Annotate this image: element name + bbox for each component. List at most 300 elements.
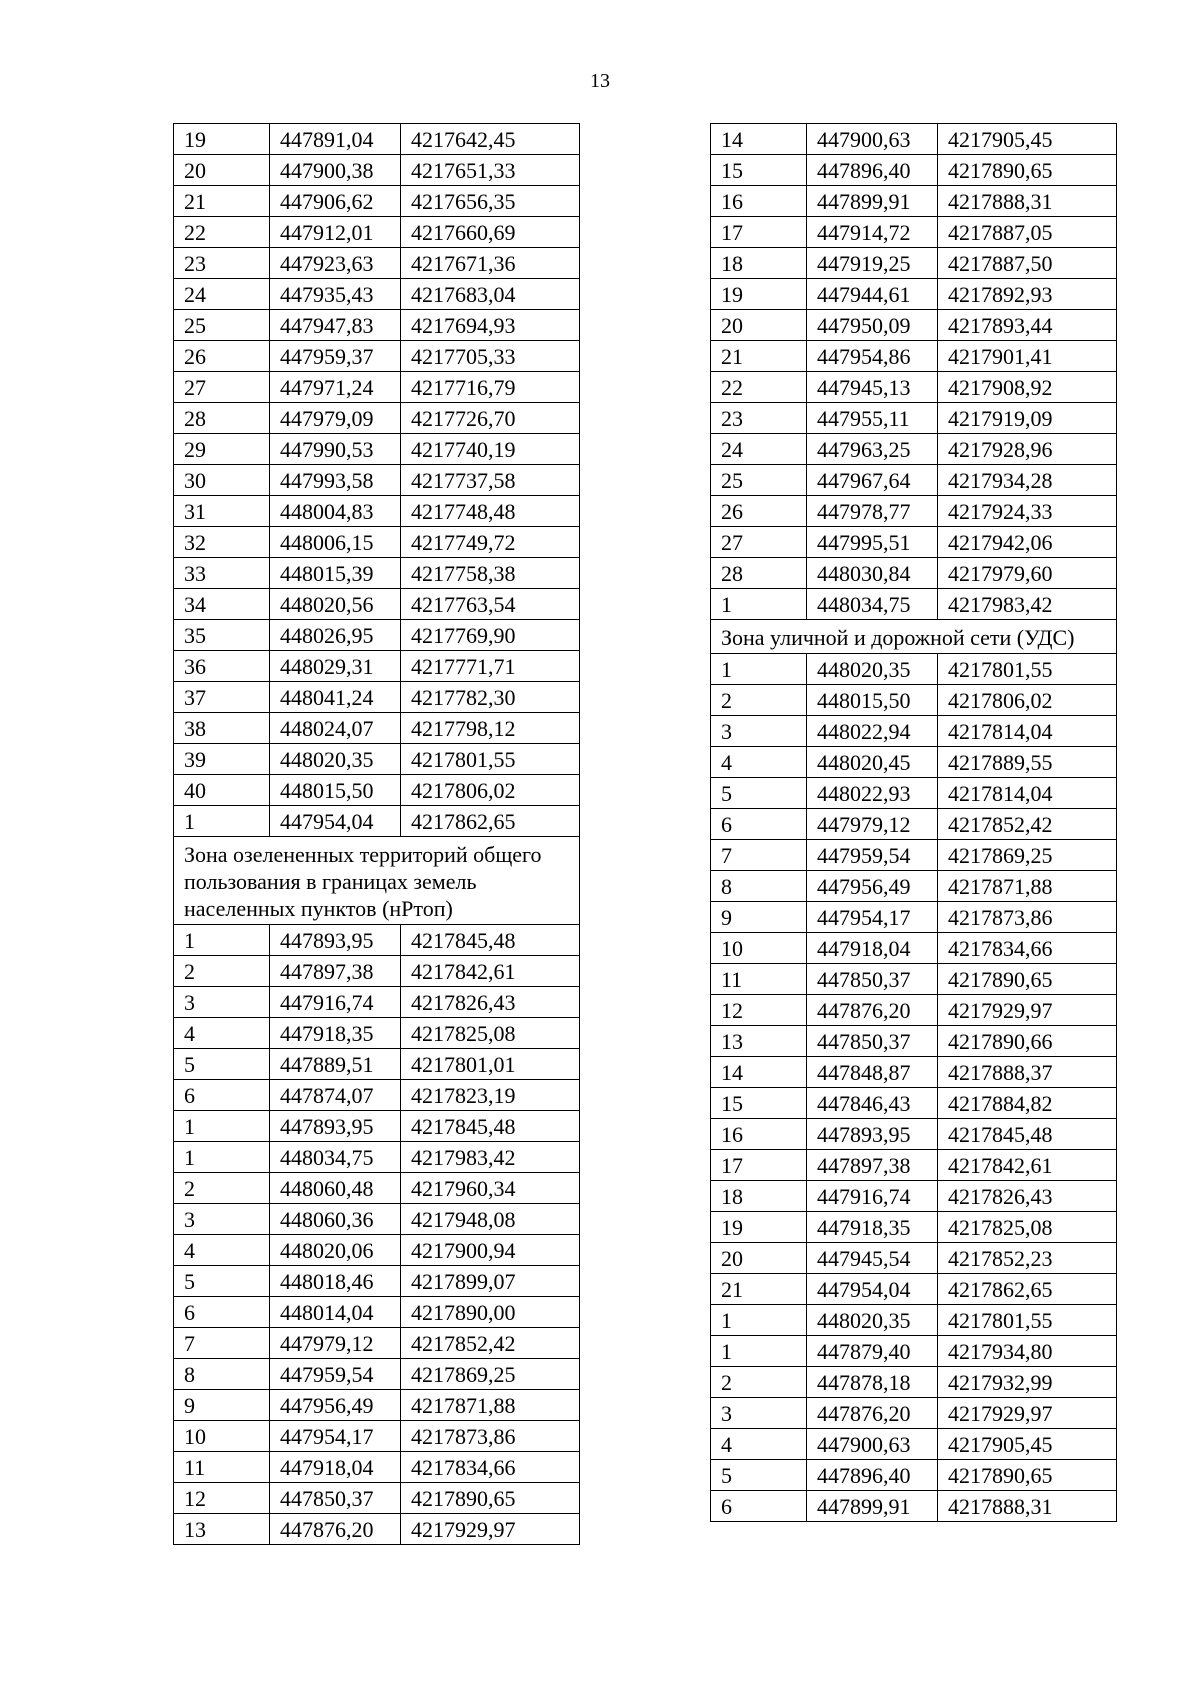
table-row bbox=[711, 1305, 1117, 1336]
y-coordinate-cell: 4217890,66 bbox=[938, 1026, 1117, 1057]
x-coordinate-cell: 447889,51 bbox=[270, 1049, 401, 1080]
y-coordinate-cell: 4217873,86 bbox=[401, 1421, 580, 1452]
point-number-cell: 18 bbox=[711, 1181, 807, 1212]
y-coordinate-cell: 4217900,94 bbox=[401, 1235, 580, 1266]
point-number-cell: 2 bbox=[174, 956, 270, 987]
y-coordinate-cell: 4217929,97 bbox=[938, 995, 1117, 1026]
point-number-cell: 5 bbox=[174, 1049, 270, 1080]
point-number-cell: 25 bbox=[174, 310, 270, 341]
point-number-cell: 1 bbox=[174, 806, 270, 837]
point-number-cell: 17 bbox=[711, 1150, 807, 1181]
y-coordinate-cell: 4217862,65 bbox=[938, 1274, 1117, 1305]
point-number-cell: 8 bbox=[711, 871, 807, 902]
x-coordinate-cell: 447959,37 bbox=[270, 341, 401, 372]
y-coordinate-cell: 4217740,19 bbox=[401, 434, 580, 465]
x-coordinate-cell: 447850,37 bbox=[807, 964, 938, 995]
y-coordinate-cell: 4217842,61 bbox=[401, 956, 580, 987]
point-number-cell: 1 bbox=[174, 1111, 270, 1142]
x-coordinate-cell: 447979,12 bbox=[270, 1328, 401, 1359]
x-coordinate-cell: 447918,35 bbox=[270, 1018, 401, 1049]
x-coordinate-cell: 448015,39 bbox=[270, 558, 401, 589]
x-coordinate-cell: 448034,75 bbox=[270, 1142, 401, 1173]
x-coordinate-cell: 447876,20 bbox=[807, 995, 938, 1026]
table-row bbox=[711, 279, 1117, 310]
y-coordinate-cell: 4217979,60 bbox=[938, 558, 1117, 589]
y-coordinate-cell: 4217771,71 bbox=[401, 651, 580, 682]
table-row bbox=[174, 775, 580, 806]
point-number-cell: 4 bbox=[174, 1018, 270, 1049]
point-number-cell: 9 bbox=[174, 1390, 270, 1421]
x-coordinate-cell: 447954,17 bbox=[807, 902, 938, 933]
x-coordinate-cell: 447876,20 bbox=[270, 1514, 401, 1545]
table-row bbox=[711, 1274, 1117, 1305]
y-coordinate-cell: 4217871,88 bbox=[938, 871, 1117, 902]
point-number-cell: 26 bbox=[174, 341, 270, 372]
point-number-cell: 34 bbox=[174, 589, 270, 620]
x-coordinate-cell: 447906,62 bbox=[270, 186, 401, 217]
x-coordinate-cell: 448029,31 bbox=[270, 651, 401, 682]
x-coordinate-cell: 447848,87 bbox=[807, 1057, 938, 1088]
x-coordinate-cell: 447959,54 bbox=[270, 1359, 401, 1390]
x-coordinate-cell: 447950,09 bbox=[807, 310, 938, 341]
x-coordinate-cell: 447900,38 bbox=[270, 155, 401, 186]
point-number-cell: 28 bbox=[174, 403, 270, 434]
y-coordinate-cell: 4217726,70 bbox=[401, 403, 580, 434]
y-coordinate-cell: 4217801,01 bbox=[401, 1049, 580, 1080]
table-row bbox=[174, 1359, 580, 1390]
point-number-cell: 28 bbox=[711, 558, 807, 589]
point-number-cell: 38 bbox=[174, 713, 270, 744]
y-coordinate-cell: 4217890,65 bbox=[938, 1460, 1117, 1491]
y-coordinate-cell: 4217919,09 bbox=[938, 403, 1117, 434]
x-coordinate-cell: 447967,64 bbox=[807, 465, 938, 496]
table-row bbox=[174, 434, 580, 465]
point-number-cell: 10 bbox=[711, 933, 807, 964]
table-row bbox=[174, 248, 580, 279]
point-number-cell: 32 bbox=[174, 527, 270, 558]
point-number-cell: 5 bbox=[711, 1460, 807, 1491]
y-coordinate-cell: 4217737,58 bbox=[401, 465, 580, 496]
table-row bbox=[174, 1018, 580, 1049]
y-coordinate-cell: 4217983,42 bbox=[401, 1142, 580, 1173]
x-coordinate-cell: 448015,50 bbox=[270, 775, 401, 806]
x-coordinate-cell: 447893,95 bbox=[270, 1111, 401, 1142]
y-coordinate-cell: 4217801,55 bbox=[938, 1305, 1117, 1336]
y-coordinate-cell: 4217871,88 bbox=[401, 1390, 580, 1421]
point-number-cell: 6 bbox=[174, 1080, 270, 1111]
x-coordinate-cell: 447954,04 bbox=[270, 806, 401, 837]
point-number-cell: 16 bbox=[711, 186, 807, 217]
y-coordinate-cell: 4217656,35 bbox=[401, 186, 580, 217]
point-number-cell: 12 bbox=[174, 1483, 270, 1514]
x-coordinate-cell: 447900,63 bbox=[807, 124, 938, 155]
table-row bbox=[174, 1080, 580, 1111]
x-coordinate-cell: 448020,35 bbox=[807, 654, 938, 685]
y-coordinate-cell: 4217905,45 bbox=[938, 1429, 1117, 1460]
table-row bbox=[711, 217, 1117, 248]
x-coordinate-cell: 447874,07 bbox=[270, 1080, 401, 1111]
table-row bbox=[174, 1390, 580, 1421]
x-coordinate-cell: 447850,37 bbox=[807, 1026, 938, 1057]
point-number-cell: 17 bbox=[711, 217, 807, 248]
table-row bbox=[174, 341, 580, 372]
x-coordinate-cell: 447896,40 bbox=[807, 1460, 938, 1491]
table-row bbox=[711, 1491, 1117, 1522]
table-row bbox=[711, 654, 1117, 685]
y-coordinate-cell: 4217823,19 bbox=[401, 1080, 580, 1111]
x-coordinate-cell: 447918,35 bbox=[807, 1212, 938, 1243]
table-row bbox=[174, 1266, 580, 1297]
table-row bbox=[711, 1119, 1117, 1150]
point-number-cell: 14 bbox=[711, 124, 807, 155]
y-coordinate-cell: 4217660,69 bbox=[401, 217, 580, 248]
table-row bbox=[711, 1398, 1117, 1429]
table-row bbox=[711, 403, 1117, 434]
y-coordinate-cell: 4217983,42 bbox=[938, 589, 1117, 620]
table-row bbox=[174, 1514, 580, 1545]
point-number-cell: 1 bbox=[711, 589, 807, 620]
y-coordinate-cell: 4217769,90 bbox=[401, 620, 580, 651]
point-number-cell: 1 bbox=[174, 925, 270, 956]
x-coordinate-cell: 447947,83 bbox=[270, 310, 401, 341]
x-coordinate-cell: 447971,24 bbox=[270, 372, 401, 403]
x-coordinate-cell: 447876,20 bbox=[807, 1398, 938, 1429]
point-number-cell: 22 bbox=[711, 372, 807, 403]
point-number-cell: 29 bbox=[174, 434, 270, 465]
y-coordinate-cell: 4217862,65 bbox=[401, 806, 580, 837]
x-coordinate-cell: 447896,40 bbox=[807, 155, 938, 186]
x-coordinate-cell: 448060,48 bbox=[270, 1173, 401, 1204]
y-coordinate-cell: 4217928,96 bbox=[938, 434, 1117, 465]
x-coordinate-cell: 448006,15 bbox=[270, 527, 401, 558]
point-number-cell: 33 bbox=[174, 558, 270, 589]
point-number-cell: 30 bbox=[174, 465, 270, 496]
x-coordinate-cell: 447954,04 bbox=[807, 1274, 938, 1305]
point-number-cell: 5 bbox=[711, 778, 807, 809]
table-row bbox=[174, 527, 580, 558]
coordinates-table-left bbox=[173, 123, 580, 1545]
y-coordinate-cell: 4217905,45 bbox=[938, 124, 1117, 155]
table-row bbox=[711, 527, 1117, 558]
x-coordinate-cell: 447954,17 bbox=[270, 1421, 401, 1452]
point-number-cell: 37 bbox=[174, 682, 270, 713]
table-row bbox=[174, 1204, 580, 1235]
x-coordinate-cell: 447955,11 bbox=[807, 403, 938, 434]
table-row bbox=[711, 1181, 1117, 1212]
y-coordinate-cell: 4217887,05 bbox=[938, 217, 1117, 248]
point-number-cell: 13 bbox=[174, 1514, 270, 1545]
table-row bbox=[711, 933, 1117, 964]
x-coordinate-cell: 448015,50 bbox=[807, 685, 938, 716]
y-coordinate-cell: 4217671,36 bbox=[401, 248, 580, 279]
table-row bbox=[711, 871, 1117, 902]
x-coordinate-cell: 447959,54 bbox=[807, 840, 938, 871]
table-row bbox=[711, 310, 1117, 341]
x-coordinate-cell: 448024,07 bbox=[270, 713, 401, 744]
y-coordinate-cell: 4217948,08 bbox=[401, 1204, 580, 1235]
x-coordinate-cell: 447993,58 bbox=[270, 465, 401, 496]
table-row bbox=[711, 1088, 1117, 1119]
point-number-cell: 9 bbox=[711, 902, 807, 933]
x-coordinate-cell: 447900,63 bbox=[807, 1429, 938, 1460]
y-coordinate-cell: 4217884,82 bbox=[938, 1088, 1117, 1119]
y-coordinate-cell: 4217845,48 bbox=[938, 1119, 1117, 1150]
table-row bbox=[174, 310, 580, 341]
table-row bbox=[711, 716, 1117, 747]
point-number-cell: 8 bbox=[174, 1359, 270, 1390]
point-number-cell: 19 bbox=[174, 124, 270, 155]
zone-heading: Зона уличной и дорожной сети (УДС) bbox=[711, 620, 1117, 654]
x-coordinate-cell: 448020,35 bbox=[270, 744, 401, 775]
x-coordinate-cell: 447956,49 bbox=[270, 1390, 401, 1421]
y-coordinate-cell: 4217825,08 bbox=[401, 1018, 580, 1049]
y-coordinate-cell: 4217929,97 bbox=[401, 1514, 580, 1545]
y-coordinate-cell: 4217842,61 bbox=[938, 1150, 1117, 1181]
y-coordinate-cell: 4217814,04 bbox=[938, 778, 1117, 809]
table-row bbox=[174, 589, 580, 620]
point-number-cell: 12 bbox=[711, 995, 807, 1026]
table-row bbox=[711, 1212, 1117, 1243]
x-coordinate-cell: 448020,06 bbox=[270, 1235, 401, 1266]
y-coordinate-cell: 4217845,48 bbox=[401, 925, 580, 956]
point-number-cell: 4 bbox=[711, 1429, 807, 1460]
point-number-cell: 27 bbox=[711, 527, 807, 558]
y-coordinate-cell: 4217758,38 bbox=[401, 558, 580, 589]
y-coordinate-cell: 4217749,72 bbox=[401, 527, 580, 558]
x-coordinate-cell: 447919,25 bbox=[807, 248, 938, 279]
point-number-cell: 3 bbox=[174, 1204, 270, 1235]
table-row bbox=[174, 279, 580, 310]
y-coordinate-cell: 4217845,48 bbox=[401, 1111, 580, 1142]
point-number-cell: 19 bbox=[711, 279, 807, 310]
point-number-cell: 20 bbox=[711, 1243, 807, 1274]
table-row bbox=[711, 685, 1117, 716]
table-row bbox=[711, 155, 1117, 186]
y-coordinate-cell: 4217892,93 bbox=[938, 279, 1117, 310]
point-number-cell: 15 bbox=[711, 155, 807, 186]
x-coordinate-cell: 448026,95 bbox=[270, 620, 401, 651]
table-row bbox=[711, 902, 1117, 933]
point-number-cell: 2 bbox=[711, 1367, 807, 1398]
point-number-cell: 25 bbox=[711, 465, 807, 496]
x-coordinate-cell: 448041,24 bbox=[270, 682, 401, 713]
y-coordinate-cell: 4217932,99 bbox=[938, 1367, 1117, 1398]
table-row bbox=[711, 434, 1117, 465]
point-number-cell: 7 bbox=[711, 840, 807, 871]
x-coordinate-cell: 447990,53 bbox=[270, 434, 401, 465]
point-number-cell: 20 bbox=[711, 310, 807, 341]
y-coordinate-cell: 4217942,06 bbox=[938, 527, 1117, 558]
table-row bbox=[711, 465, 1117, 496]
point-number-cell: 2 bbox=[174, 1173, 270, 1204]
point-number-cell: 35 bbox=[174, 620, 270, 651]
y-coordinate-cell: 4217934,80 bbox=[938, 1336, 1117, 1367]
table-row bbox=[174, 496, 580, 527]
y-coordinate-cell: 4217893,44 bbox=[938, 310, 1117, 341]
table-row bbox=[174, 1421, 580, 1452]
point-number-cell: 36 bbox=[174, 651, 270, 682]
table-row bbox=[174, 186, 580, 217]
y-coordinate-cell: 4217890,65 bbox=[938, 155, 1117, 186]
x-coordinate-cell: 447916,74 bbox=[270, 987, 401, 1018]
point-number-cell: 6 bbox=[711, 809, 807, 840]
x-coordinate-cell: 447918,04 bbox=[270, 1452, 401, 1483]
x-coordinate-cell: 448020,45 bbox=[807, 747, 938, 778]
y-coordinate-cell: 4217929,97 bbox=[938, 1398, 1117, 1429]
table-row bbox=[711, 1026, 1117, 1057]
x-coordinate-cell: 447878,18 bbox=[807, 1367, 938, 1398]
table-row bbox=[174, 956, 580, 987]
point-number-cell: 15 bbox=[711, 1088, 807, 1119]
table-row bbox=[711, 809, 1117, 840]
point-number-cell: 20 bbox=[174, 155, 270, 186]
table-row bbox=[174, 1111, 580, 1142]
x-coordinate-cell: 447956,49 bbox=[807, 871, 938, 902]
x-coordinate-cell: 447935,43 bbox=[270, 279, 401, 310]
table-row bbox=[711, 248, 1117, 279]
table-row bbox=[711, 558, 1117, 589]
y-coordinate-cell: 4217852,23 bbox=[938, 1243, 1117, 1274]
point-number-cell: 2 bbox=[711, 685, 807, 716]
point-number-cell: 1 bbox=[711, 1305, 807, 1336]
table-row bbox=[711, 747, 1117, 778]
point-number-cell: 26 bbox=[711, 496, 807, 527]
table-row bbox=[711, 341, 1117, 372]
point-number-cell: 22 bbox=[174, 217, 270, 248]
table-row bbox=[174, 1142, 580, 1173]
y-coordinate-cell: 4217890,65 bbox=[401, 1483, 580, 1514]
table-row bbox=[711, 995, 1117, 1026]
x-coordinate-cell: 447979,09 bbox=[270, 403, 401, 434]
table-row bbox=[174, 372, 580, 403]
table-row bbox=[174, 620, 580, 651]
x-coordinate-cell: 447945,13 bbox=[807, 372, 938, 403]
point-number-cell: 19 bbox=[711, 1212, 807, 1243]
point-number-cell: 6 bbox=[174, 1297, 270, 1328]
y-coordinate-cell: 4217782,30 bbox=[401, 682, 580, 713]
y-coordinate-cell: 4217814,04 bbox=[938, 716, 1117, 747]
table-row bbox=[174, 124, 580, 155]
point-number-cell: 11 bbox=[711, 964, 807, 995]
y-coordinate-cell: 4217834,66 bbox=[938, 933, 1117, 964]
x-coordinate-cell: 447846,43 bbox=[807, 1088, 938, 1119]
y-coordinate-cell: 4217826,43 bbox=[938, 1181, 1117, 1212]
y-coordinate-cell: 4217887,50 bbox=[938, 248, 1117, 279]
y-coordinate-cell: 4217960,34 bbox=[401, 1173, 580, 1204]
y-coordinate-cell: 4217798,12 bbox=[401, 713, 580, 744]
y-coordinate-cell: 4217888,31 bbox=[938, 186, 1117, 217]
point-number-cell: 7 bbox=[174, 1328, 270, 1359]
x-coordinate-cell: 448022,93 bbox=[807, 778, 938, 809]
point-number-cell: 11 bbox=[174, 1452, 270, 1483]
zone-heading: Зона озелененных территорий общего пользования в границах земель населенных пунктов (нРтоп) bbox=[174, 837, 580, 925]
x-coordinate-cell: 447918,04 bbox=[807, 933, 938, 964]
table-row bbox=[174, 744, 580, 775]
zone-heading-row bbox=[174, 837, 580, 925]
y-coordinate-cell: 4217801,55 bbox=[938, 654, 1117, 685]
x-coordinate-cell: 447899,91 bbox=[807, 1491, 938, 1522]
y-coordinate-cell: 4217890,65 bbox=[938, 964, 1117, 995]
x-coordinate-cell: 448018,46 bbox=[270, 1266, 401, 1297]
y-coordinate-cell: 4217716,79 bbox=[401, 372, 580, 403]
table-row bbox=[174, 1173, 580, 1204]
x-coordinate-cell: 447912,01 bbox=[270, 217, 401, 248]
table-row bbox=[711, 1150, 1117, 1181]
x-coordinate-cell: 447995,51 bbox=[807, 527, 938, 558]
point-number-cell: 10 bbox=[174, 1421, 270, 1452]
x-coordinate-cell: 447963,25 bbox=[807, 434, 938, 465]
table-row bbox=[711, 496, 1117, 527]
point-number-cell: 3 bbox=[174, 987, 270, 1018]
y-coordinate-cell: 4217890,00 bbox=[401, 1297, 580, 1328]
table-row bbox=[711, 186, 1117, 217]
table-row bbox=[174, 155, 580, 186]
y-coordinate-cell: 4217834,66 bbox=[401, 1452, 580, 1483]
y-coordinate-cell: 4217852,42 bbox=[401, 1328, 580, 1359]
coordinates-table-right bbox=[710, 123, 1117, 1522]
table-row bbox=[711, 124, 1117, 155]
point-number-cell: 4 bbox=[711, 747, 807, 778]
point-number-cell: 21 bbox=[711, 341, 807, 372]
table-row bbox=[174, 403, 580, 434]
y-coordinate-cell: 4217825,08 bbox=[938, 1212, 1117, 1243]
point-number-cell: 5 bbox=[174, 1266, 270, 1297]
y-coordinate-cell: 4217642,45 bbox=[401, 124, 580, 155]
table-row bbox=[174, 1452, 580, 1483]
point-number-cell: 24 bbox=[711, 434, 807, 465]
table-row bbox=[174, 713, 580, 744]
table-row bbox=[174, 682, 580, 713]
x-coordinate-cell: 447979,12 bbox=[807, 809, 938, 840]
table-row bbox=[174, 806, 580, 837]
point-number-cell: 40 bbox=[174, 775, 270, 806]
y-coordinate-cell: 4217694,93 bbox=[401, 310, 580, 341]
table-row bbox=[174, 651, 580, 682]
x-coordinate-cell: 448020,35 bbox=[807, 1305, 938, 1336]
x-coordinate-cell: 448020,56 bbox=[270, 589, 401, 620]
point-number-cell: 1 bbox=[711, 1336, 807, 1367]
point-number-cell: 13 bbox=[711, 1026, 807, 1057]
y-coordinate-cell: 4217888,37 bbox=[938, 1057, 1117, 1088]
point-number-cell: 23 bbox=[711, 403, 807, 434]
table-row bbox=[174, 987, 580, 1018]
x-coordinate-cell: 447899,91 bbox=[807, 186, 938, 217]
point-number-cell: 27 bbox=[174, 372, 270, 403]
point-number-cell: 18 bbox=[711, 248, 807, 279]
point-number-cell: 4 bbox=[174, 1235, 270, 1266]
table-row bbox=[711, 1243, 1117, 1274]
y-coordinate-cell: 4217924,33 bbox=[938, 496, 1117, 527]
table-row bbox=[174, 1235, 580, 1266]
point-number-cell: 39 bbox=[174, 744, 270, 775]
y-coordinate-cell: 4217899,07 bbox=[401, 1266, 580, 1297]
x-coordinate-cell: 447850,37 bbox=[270, 1483, 401, 1514]
point-number-cell: 31 bbox=[174, 496, 270, 527]
x-coordinate-cell: 447891,04 bbox=[270, 124, 401, 155]
table-row bbox=[174, 1297, 580, 1328]
x-coordinate-cell: 447944,61 bbox=[807, 279, 938, 310]
y-coordinate-cell: 4217748,48 bbox=[401, 496, 580, 527]
y-coordinate-cell: 4217889,55 bbox=[938, 747, 1117, 778]
x-coordinate-cell: 447914,72 bbox=[807, 217, 938, 248]
x-coordinate-cell: 447879,40 bbox=[807, 1336, 938, 1367]
table-row bbox=[711, 1429, 1117, 1460]
y-coordinate-cell: 4217705,33 bbox=[401, 341, 580, 372]
y-coordinate-cell: 4217901,41 bbox=[938, 341, 1117, 372]
y-coordinate-cell: 4217651,33 bbox=[401, 155, 580, 186]
x-coordinate-cell: 448030,84 bbox=[807, 558, 938, 589]
y-coordinate-cell: 4217869,25 bbox=[938, 840, 1117, 871]
